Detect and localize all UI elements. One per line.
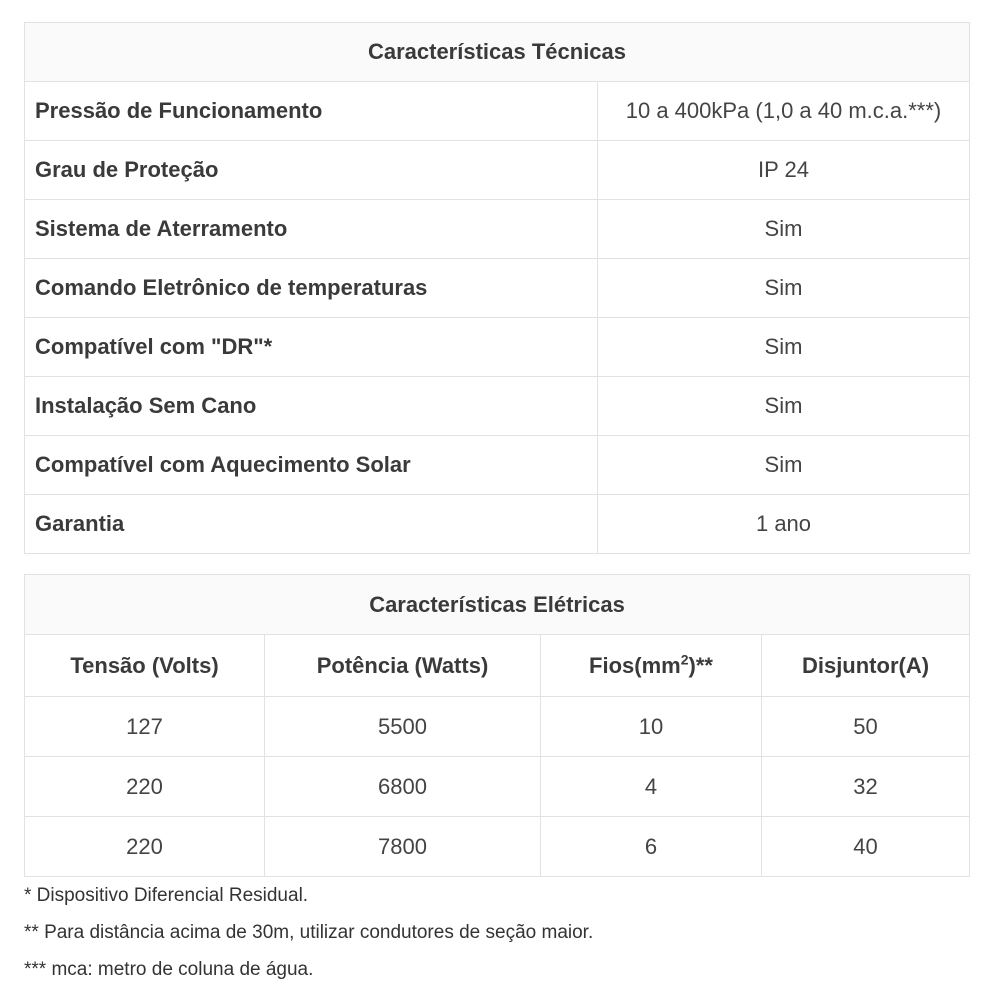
row-label: Compatível com "DR"*	[25, 318, 598, 377]
cell-tensao: 220	[25, 757, 265, 817]
footnote-distance: ** Para distância acima de 30m, utilizar condutores de seção maior.	[24, 922, 594, 943]
fios-header-prefix: Fios(mm	[589, 652, 681, 678]
row-label: Garantia	[25, 495, 598, 554]
cell-potencia: 6800	[265, 757, 541, 817]
cell-fios: 4	[541, 757, 762, 817]
table-row	[25, 817, 970, 877]
footnotes	[24, 877, 974, 988]
table-row	[25, 697, 970, 757]
electrical-characteristics-table	[24, 574, 970, 877]
row-label: Comando Eletrônico de temperaturas	[25, 259, 598, 318]
footnote-mca: *** mca: metro de coluna de água.	[24, 959, 314, 980]
row-value: Sim	[598, 318, 970, 377]
technical-characteristics-table	[24, 22, 970, 554]
table-title-row	[25, 575, 970, 635]
table-header-row	[25, 635, 970, 697]
cell-disjuntor: 32	[762, 757, 970, 817]
row-value: Sim	[598, 377, 970, 436]
row-value: Sim	[598, 436, 970, 495]
table-title-row	[25, 23, 970, 82]
row-label: Instalação Sem Cano	[25, 377, 598, 436]
row-value: IP 24	[598, 141, 970, 200]
column-header-potencia: Potência (Watts)	[265, 635, 541, 697]
footnote-dr: * Dispositivo Diferencial Residual.	[24, 885, 309, 906]
table-row	[25, 757, 970, 817]
row-value: 10 a 400kPa (1,0 a 40 m.c.a.***)	[598, 82, 970, 141]
technical-table-title: Características Técnicas	[25, 23, 970, 82]
cell-fios: 10	[541, 697, 762, 757]
fios-header-suffix: )**	[688, 652, 713, 678]
table-row	[25, 318, 970, 377]
column-header-disjuntor: Disjuntor(A)	[762, 635, 970, 697]
column-header-fios	[541, 635, 762, 697]
row-label: Pressão de Funcionamento	[25, 82, 598, 141]
cell-disjuntor: 40	[762, 817, 970, 877]
column-header-tensao: Tensão (Volts)	[25, 635, 265, 697]
table-row	[25, 495, 970, 554]
cell-tensao: 220	[25, 817, 265, 877]
row-label: Compatível com Aquecimento Solar	[25, 436, 598, 495]
table-row	[25, 82, 970, 141]
table-row	[25, 259, 970, 318]
row-value: Sim	[598, 200, 970, 259]
cell-fios: 6	[541, 817, 762, 877]
cell-potencia: 7800	[265, 817, 541, 877]
table-row	[25, 436, 970, 495]
table-row	[25, 200, 970, 259]
row-value: 1 ano	[598, 495, 970, 554]
row-label: Grau de Proteção	[25, 141, 598, 200]
fios-header-superscript: 2	[680, 651, 689, 668]
row-label: Sistema de Aterramento	[25, 200, 598, 259]
electrical-table-title: Características Elétricas	[25, 575, 970, 635]
table-row	[25, 377, 970, 436]
cell-tensao: 127	[25, 697, 265, 757]
row-value: Sim	[598, 259, 970, 318]
cell-potencia: 5500	[265, 697, 541, 757]
table-row	[25, 141, 970, 200]
cell-disjuntor: 50	[762, 697, 970, 757]
